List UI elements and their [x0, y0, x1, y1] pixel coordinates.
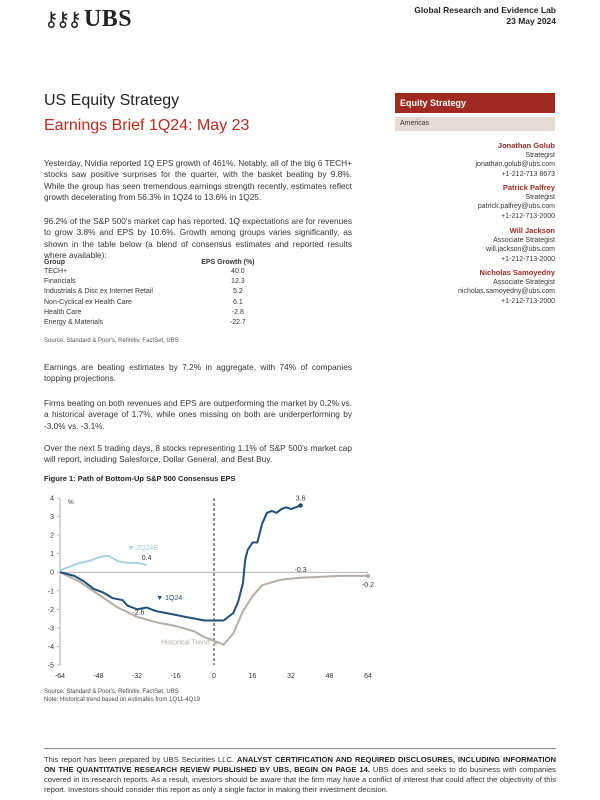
y-tick-label: -5 [47, 662, 54, 670]
footer-divider [44, 748, 556, 749]
eps-growth-table [44, 259, 264, 328]
paragraph-5: Over the next 5 trading days, 8 stocks representing 1.1% of S&P 500's market cap will report, including Salesforce, Dollar General, and Best Buy. [44, 443, 352, 465]
y-tick-label: 2 [50, 532, 54, 540]
analyst-role: Strategist [525, 151, 555, 159]
y-tick-label: 3 [50, 514, 54, 522]
row-eps: -22.7 [229, 319, 246, 327]
series-label: ▼ 1Q24 [156, 595, 183, 603]
footer-text-1: This report has been prepared by UBS Securities LLC. [44, 755, 234, 764]
y-tick-label: -2 [47, 606, 54, 614]
ubs-keys-icon: ⚷⚷⚷ [44, 8, 79, 31]
y-tick-label: -4 [47, 643, 54, 651]
logo-text: UBS [83, 6, 133, 32]
row-group: TECH+ [44, 268, 68, 275]
ubs-logo [44, 6, 132, 33]
x-tick-label: 0 [212, 673, 216, 680]
col-header-eps: EPS Growth (%) [201, 259, 255, 266]
y-axis-label: % [68, 499, 74, 506]
y-tick-label: 0 [50, 569, 54, 577]
marker-trend-end [366, 574, 370, 578]
row-group: Energy & Materials [44, 319, 104, 327]
footer-text-3: UBS does and seeks to do business with companies covered in its research reports. As a result, investors should be aware that the firm may have a conflict of interest that could affect the objectivity of this report. Investors should consider this report as only a single factor in making their investment decision. [44, 765, 556, 794]
row-group: Health Care [44, 308, 82, 316]
col-header-group: Group [44, 259, 65, 266]
row-group: Non-Cyclical ex Health Care [44, 298, 132, 306]
row-eps: -2.8 [231, 308, 244, 316]
marker-1q24-end [298, 503, 302, 507]
analyst-phone: +1-212-713-2000 [501, 297, 555, 305]
data-label: -0.3 [294, 566, 307, 574]
paragraph-2: 96.2% of the S&P 500's market cap has reported. 1Q expectations are for revenues to grow 3.8% and EPS by 10.6%. Growth among groups varies significantly, as shown in the table below (a blend of consensus estimates and reported results where available): [44, 216, 352, 261]
footer-text-2: ANALYST CERTIFICATION AND REQUIRED DISCLOSURES, INCLUDING INFORMATION ON THE QUANTITATIVE RESEARCH REVIEW PUBLISHED BY UBS, BEGIN ON PAGE 14. [44, 755, 556, 774]
analyst-card [395, 268, 555, 306]
x-tick-label: 64 [364, 673, 372, 680]
analyst-email[interactable]: patrick.palfrey@ubs.com [477, 203, 555, 210]
x-tick-label: 16 [248, 673, 257, 680]
analyst-role: Associate Strategist [493, 278, 555, 286]
analyst-phone: +1-212-713-2000 [501, 212, 555, 220]
eps-path-chart [30, 490, 380, 685]
paragraph-3: Earnings are beating estimates by 7.2% in aggregate, with 74% of companies topping projections. [44, 362, 352, 384]
analyst-email[interactable]: nicholas.samoyedny@ubs.com [458, 288, 555, 295]
x-tick-label: 48 [325, 673, 334, 680]
figure-title: Figure 1: Path of Bottom-Up S&P 500 Consensus EPS [44, 474, 236, 483]
row-eps: 5.2 [233, 288, 243, 296]
x-tick-label: 32 [287, 673, 295, 680]
header-meta [414, 5, 556, 27]
analyst-role: Strategist [525, 193, 555, 201]
x-tick-label: -64 [54, 673, 66, 680]
analyst-phone: +1-212-713-2000 [501, 255, 555, 263]
table-row [44, 287, 264, 297]
row-group: Industrials & Disc ex Internet Retail [44, 288, 153, 296]
disclosure-footer [44, 755, 556, 795]
x-tick-label: -48 [93, 673, 104, 680]
sidebar-region: Americas [395, 117, 555, 131]
x-tick-label: -16 [170, 673, 181, 680]
series-line-2q24e [60, 556, 147, 571]
sidebar-heading: Equity Strategy [395, 93, 555, 113]
table-row [44, 318, 264, 328]
publisher: Global Research and Evidence Lab [414, 5, 556, 15]
table-row [44, 298, 264, 308]
analyst-role: Associate Strategist [493, 236, 555, 244]
analyst-name: Nicholas Samoyedny [479, 268, 555, 277]
paragraph-4: Firms beating on both revenues and EPS are outperforming the market by 0.2% vs. a historical average of 1.7%, while ones missing on both are underperforming by -3.0% vs. -3.1%. [44, 398, 352, 431]
y-tick-label: -1 [47, 588, 54, 596]
data-label: 3.6 [295, 495, 306, 503]
analyst-email[interactable]: jonathan.golub@ubs.com [475, 161, 555, 168]
series-label: ▼ 2Q24E [127, 544, 159, 552]
row-eps: 12.3 [231, 278, 245, 286]
table-source: Source: Standard & Poor's, Refinitiv, FactSet, UBS [44, 338, 179, 344]
series-label: Historical Trend ▲ [161, 639, 219, 647]
row-eps: 40.0 [231, 268, 245, 275]
table-row [44, 267, 264, 277]
x-tick-label: -32 [131, 673, 143, 680]
table-row [44, 308, 264, 318]
table-row [44, 277, 264, 287]
row-eps: 6.1 [233, 298, 243, 306]
analyst-phone: +1-212-713 8673 [501, 170, 555, 178]
series-line-1q24 [60, 505, 301, 620]
y-tick-label: 4 [50, 495, 54, 503]
row-group: Financials [44, 278, 76, 286]
analyst-card [395, 183, 555, 221]
page-subtitle: Earnings Brief 1Q24: May 23 [44, 117, 250, 134]
report-date: 23 May 2024 [506, 16, 556, 26]
analyst-card [395, 226, 555, 264]
paragraph-1: Yesterday, Nvidia reported 1Q EPS growth of 461%. Notably, all of the big 6 TECH+ stocks saw positive surprises for the quarter, with the basket beating by 9.8%. While the group has seen tremendous earnings strength recently, estimates reflect growth decelerating from 56.3% in 1Q24 to 13.6% in 1Q25. [44, 158, 352, 203]
analyst-name: Will Jackson [509, 226, 555, 235]
analyst-name: Jonathan Golub [497, 141, 555, 150]
analyst-card [395, 141, 555, 179]
page-title: US Equity Strategy [44, 92, 180, 109]
y-tick-label: 1 [50, 551, 54, 559]
figure-source: Source: Standard & Poor's, Refinitiv, FactSet, UBS [44, 689, 179, 695]
analyst-name: Patrick Palfrey [502, 183, 555, 192]
data-label: -0.2 [361, 581, 375, 589]
data-label: 0.4 [141, 554, 152, 562]
y-tick-label: -3 [47, 625, 54, 633]
figure-note: Note: Historical trend based on estimates from 1Q11-4Q19 [44, 697, 200, 703]
analyst-email[interactable]: will.jackson@ubs.com [486, 246, 555, 253]
data-label: -2.6 [132, 609, 145, 617]
